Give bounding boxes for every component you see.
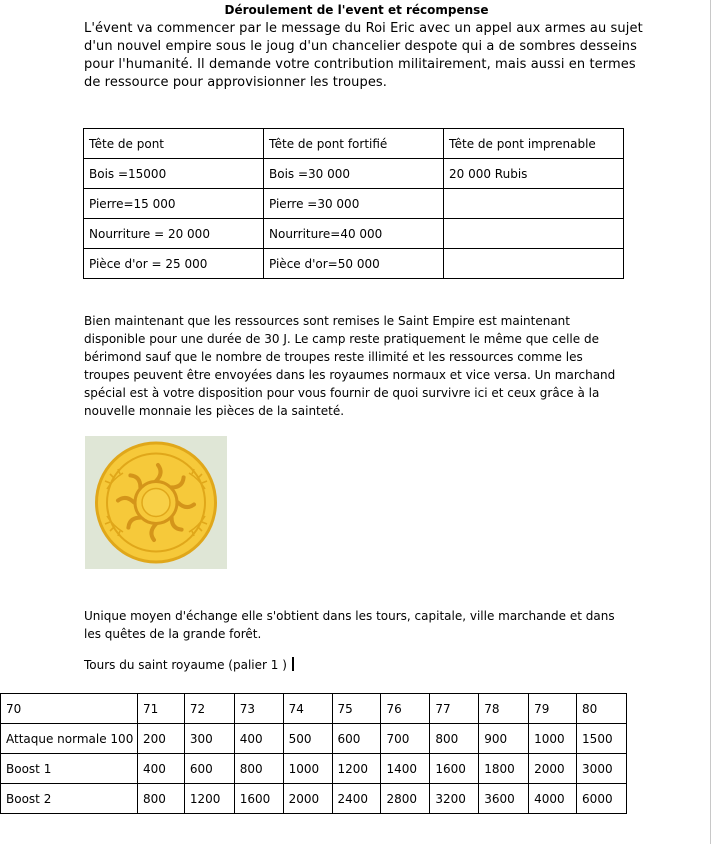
- table-header-cell: 71: [137, 694, 184, 724]
- table-row: [84, 189, 624, 219]
- table-cell: 800: [234, 754, 283, 784]
- table-header-cell: 75: [332, 694, 381, 724]
- table-cell: Pièce d'or=50 000: [264, 249, 444, 279]
- table-cell: 600: [184, 754, 234, 784]
- table-cell: 400: [137, 754, 184, 784]
- table-cell: 700: [381, 724, 430, 754]
- page-edge: [710, 0, 711, 844]
- table-cell: 3000: [577, 754, 627, 784]
- table-cell: Bois =30 000: [264, 159, 444, 189]
- tours-heading-text: Tours du saint royaume (palier 1 ): [84, 658, 287, 672]
- table-cell: 600: [332, 724, 381, 754]
- saint-empire-paragraph: Bien maintenant que les ressources sont remises le Saint Empire est maintenant disponible pour une durée de 30 J. Le camp reste pratiquement le même que celle de bérimond sauf que le nombre de troupes reste illimité et les ressources comme les troupes peuvent être envoyées dans les royaumes normaux et vice versa. Un marchand spécial est à votre disposition pour vous fournir de quoi survivre ici et ceux grâce à la nouvelle monnaie les pièces de la sainteté.: [84, 314, 616, 418]
- table-cell: 900: [479, 724, 529, 754]
- table-cell: [444, 189, 624, 219]
- table-header-row: [84, 129, 624, 159]
- table-cell: Pierre=15 000: [84, 189, 264, 219]
- table-cell: [444, 249, 624, 279]
- table-cell: 3200: [430, 784, 479, 814]
- table-cell: 20 000 Rubis: [444, 159, 624, 189]
- table-cell: [444, 219, 624, 249]
- table-header-cell: Tête de pont imprenable: [444, 129, 624, 159]
- table-row: [84, 159, 624, 189]
- table-header-cell: 74: [283, 694, 332, 724]
- table-cell: 2800: [381, 784, 430, 814]
- table-cell: Boost 1: [1, 754, 138, 784]
- table-cell: 400: [234, 724, 283, 754]
- table-cell: 2400: [332, 784, 381, 814]
- table-cell: 4000: [529, 784, 577, 814]
- table-header-cell: 72: [184, 694, 234, 724]
- table-cell: 1200: [184, 784, 234, 814]
- intro-paragraph: L'évent va commencer par le message du Roi Eric avec un appel aux armes au sujet d'un nouvel empire sous le joug d'un chancelier despote qui a de sombres desseins pour l'humanité. Il demande votre contribution militairement, mais aussi en termes de ressource pour approvisionner les troupes.: [84, 21, 643, 90]
- table-cell: 1600: [234, 784, 283, 814]
- table-cell: Boost 2: [1, 784, 138, 814]
- table-header-cell: 73: [234, 694, 283, 724]
- table-row: [84, 249, 624, 279]
- table-header-cell: 77: [430, 694, 479, 724]
- table-cell: 800: [430, 724, 479, 754]
- table-cell: 500: [283, 724, 332, 754]
- table-cell: 1800: [479, 754, 529, 784]
- table-header-cell: Tête de pont: [84, 129, 264, 159]
- table-header-cell: 70: [1, 694, 138, 724]
- table-cell: Nourriture = 20 000: [84, 219, 264, 249]
- table-cell: 800: [137, 784, 184, 814]
- table-row: [1, 754, 627, 784]
- table-cell: 200: [137, 724, 184, 754]
- table-cell: 2000: [529, 754, 577, 784]
- table-cell: 1500: [577, 724, 627, 754]
- table-cell: Nourriture=40 000: [264, 219, 444, 249]
- table-cell: Pièce d'or = 25 000: [84, 249, 264, 279]
- resources-table: [83, 128, 624, 279]
- holy-coin-icon: [85, 436, 227, 569]
- tours-table: [0, 693, 627, 814]
- table-cell: Attaque normale 100: [1, 724, 138, 754]
- tours-heading: [84, 657, 294, 673]
- document-title: Déroulement de l'event et récompense: [224, 3, 489, 17]
- currency-paragraph: Unique moyen d'échange elle s'obtient dans les tours, capitale, ville marchande et dans les quêtes de la grande forêt.: [84, 609, 615, 641]
- table-cell: 1400: [381, 754, 430, 784]
- table-header-row: [1, 694, 627, 724]
- table-cell: 2000: [283, 784, 332, 814]
- table-cell: Pierre =30 000: [264, 189, 444, 219]
- table-header-cell: 80: [577, 694, 627, 724]
- holy-coin-image: [85, 436, 227, 569]
- table-row: [84, 219, 624, 249]
- table-cell: 1000: [529, 724, 577, 754]
- table-cell: 3600: [479, 784, 529, 814]
- text-cursor: [292, 657, 294, 671]
- table-cell: 1600: [430, 754, 479, 784]
- table-cell: 300: [184, 724, 234, 754]
- table-header-cell: 78: [479, 694, 529, 724]
- table-cell: 1200: [332, 754, 381, 784]
- table-header-cell: 76: [381, 694, 430, 724]
- table-header-cell: Tête de pont fortifié: [264, 129, 444, 159]
- table-cell: Bois =15000: [84, 159, 264, 189]
- table-row: [1, 724, 627, 754]
- table-row: [1, 784, 627, 814]
- table-cell: 6000: [577, 784, 627, 814]
- table-header-cell: 79: [529, 694, 577, 724]
- table-cell: 1000: [283, 754, 332, 784]
